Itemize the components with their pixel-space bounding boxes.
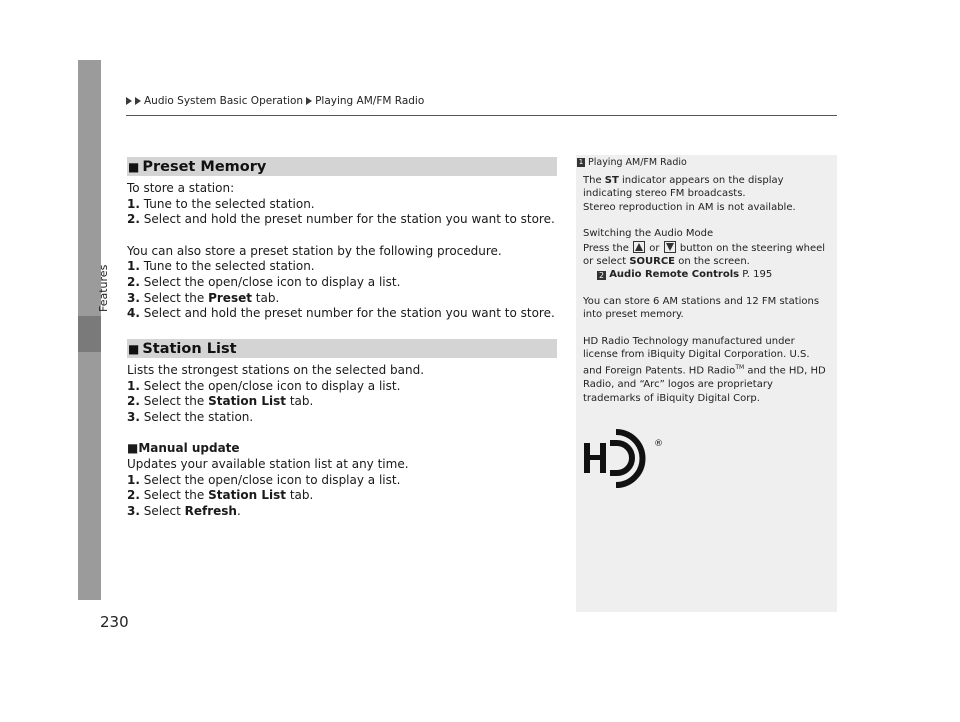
step: 2. Select the Station List tab. [127,394,314,409]
sidebar-body [583,174,831,405]
header-rule [126,115,837,116]
step: 1. Select the open/close icon to display a list. [127,472,401,487]
sidebar-paragraph: The ST indicator appears on the display indicating stereo FM broadcasts. [583,175,784,200]
breadcrumb-arrow-icon [135,97,141,105]
square-bullet-icon: ■ [127,441,139,456]
logo-d-inner-arc [610,443,632,473]
square-bullet-icon: ■ [128,341,140,356]
sidebar-title-text: Playing AM/FM Radio [588,157,687,168]
step: 2. Select the Station List tab. [127,488,314,503]
step: 1. Tune to the selected station. [127,196,315,211]
step: 3. Select the station. [127,409,254,424]
step: 2. Select and hold the preset number for the station you want to store. [127,212,555,227]
square-bullet-icon: ■ [128,159,140,174]
sidebar-paragraph: You can store 6 AM stations and 12 FM stations into preset memory. [583,295,820,321]
breadcrumb-arrow-icon [126,97,132,105]
step: 3. Select Refresh. [127,503,241,518]
paragraph: Updates your available station list at any time. [127,456,409,471]
step: 1. Select the open/close icon to display a list. [127,378,401,393]
sidebar-reference: 2 Audio Remote Controls P. 195 [598,269,773,281]
section-heading-text: Preset Memory [142,158,267,175]
note-number-badge: 1 [578,158,584,166]
step: 2. Select the open/close icon to display a list. [127,274,401,289]
logo-h-right-bar [600,443,606,473]
subheading-manual-update: ■Manual update [127,441,240,456]
breadcrumb-item[interactable]: Playing AM/FM Radio [315,95,425,107]
breadcrumb-item[interactable]: Audio System Basic Operation [144,95,304,107]
channel-down-icon [664,241,676,253]
station-list-body [127,363,567,519]
paragraph: You can also store a preset station by the following procedure. [127,243,502,258]
sidebar-paragraph: HD Radio Technology manufactured under license from iBiquity Digital Corporation. U.S. and Foreign Patents. HD Radio™ and the HD, HD Radio, and “Arc” logos are proprietary trademarks of iBiquity Digital Corp. [583,335,826,404]
sidebar-paragraph: Press the or button on the steering wheel or select SOURCE on the screen. [583,242,826,268]
hd-radio-logo [580,428,670,492]
paragraph: Lists the strongest stations on the selected band. [127,363,425,377]
sidebar-paragraph: Switching the Audio Mode [583,228,714,240]
step: 3. Select the Preset tab. [127,290,280,305]
paragraph: To store a station: [127,181,235,195]
breadcrumb [126,95,424,107]
step: 1. Tune to the selected station. [127,259,315,274]
sidebar-paragraph: Stereo reproduction in AM is not available. [583,201,796,213]
step: 4. Select and hold the preset number for the station you want to store. [127,306,555,321]
channel-up-icon [633,241,645,253]
logo-reg-mark: ® [654,439,663,449]
section-heading-preset-memory [127,157,557,176]
side-tab-marker [78,316,101,352]
breadcrumb-arrow-icon [306,97,312,105]
sidebar-title [577,157,687,168]
reference-arrow-icon: 2 [598,271,605,281]
side-tab-label: Features [97,264,110,312]
page-number: 230 [100,613,129,631]
section-heading-text: Station List [142,340,237,357]
section-heading-station-list [127,339,557,358]
preset-memory-body [127,181,567,322]
reference-link[interactable]: Audio Remote Controls [609,269,740,281]
